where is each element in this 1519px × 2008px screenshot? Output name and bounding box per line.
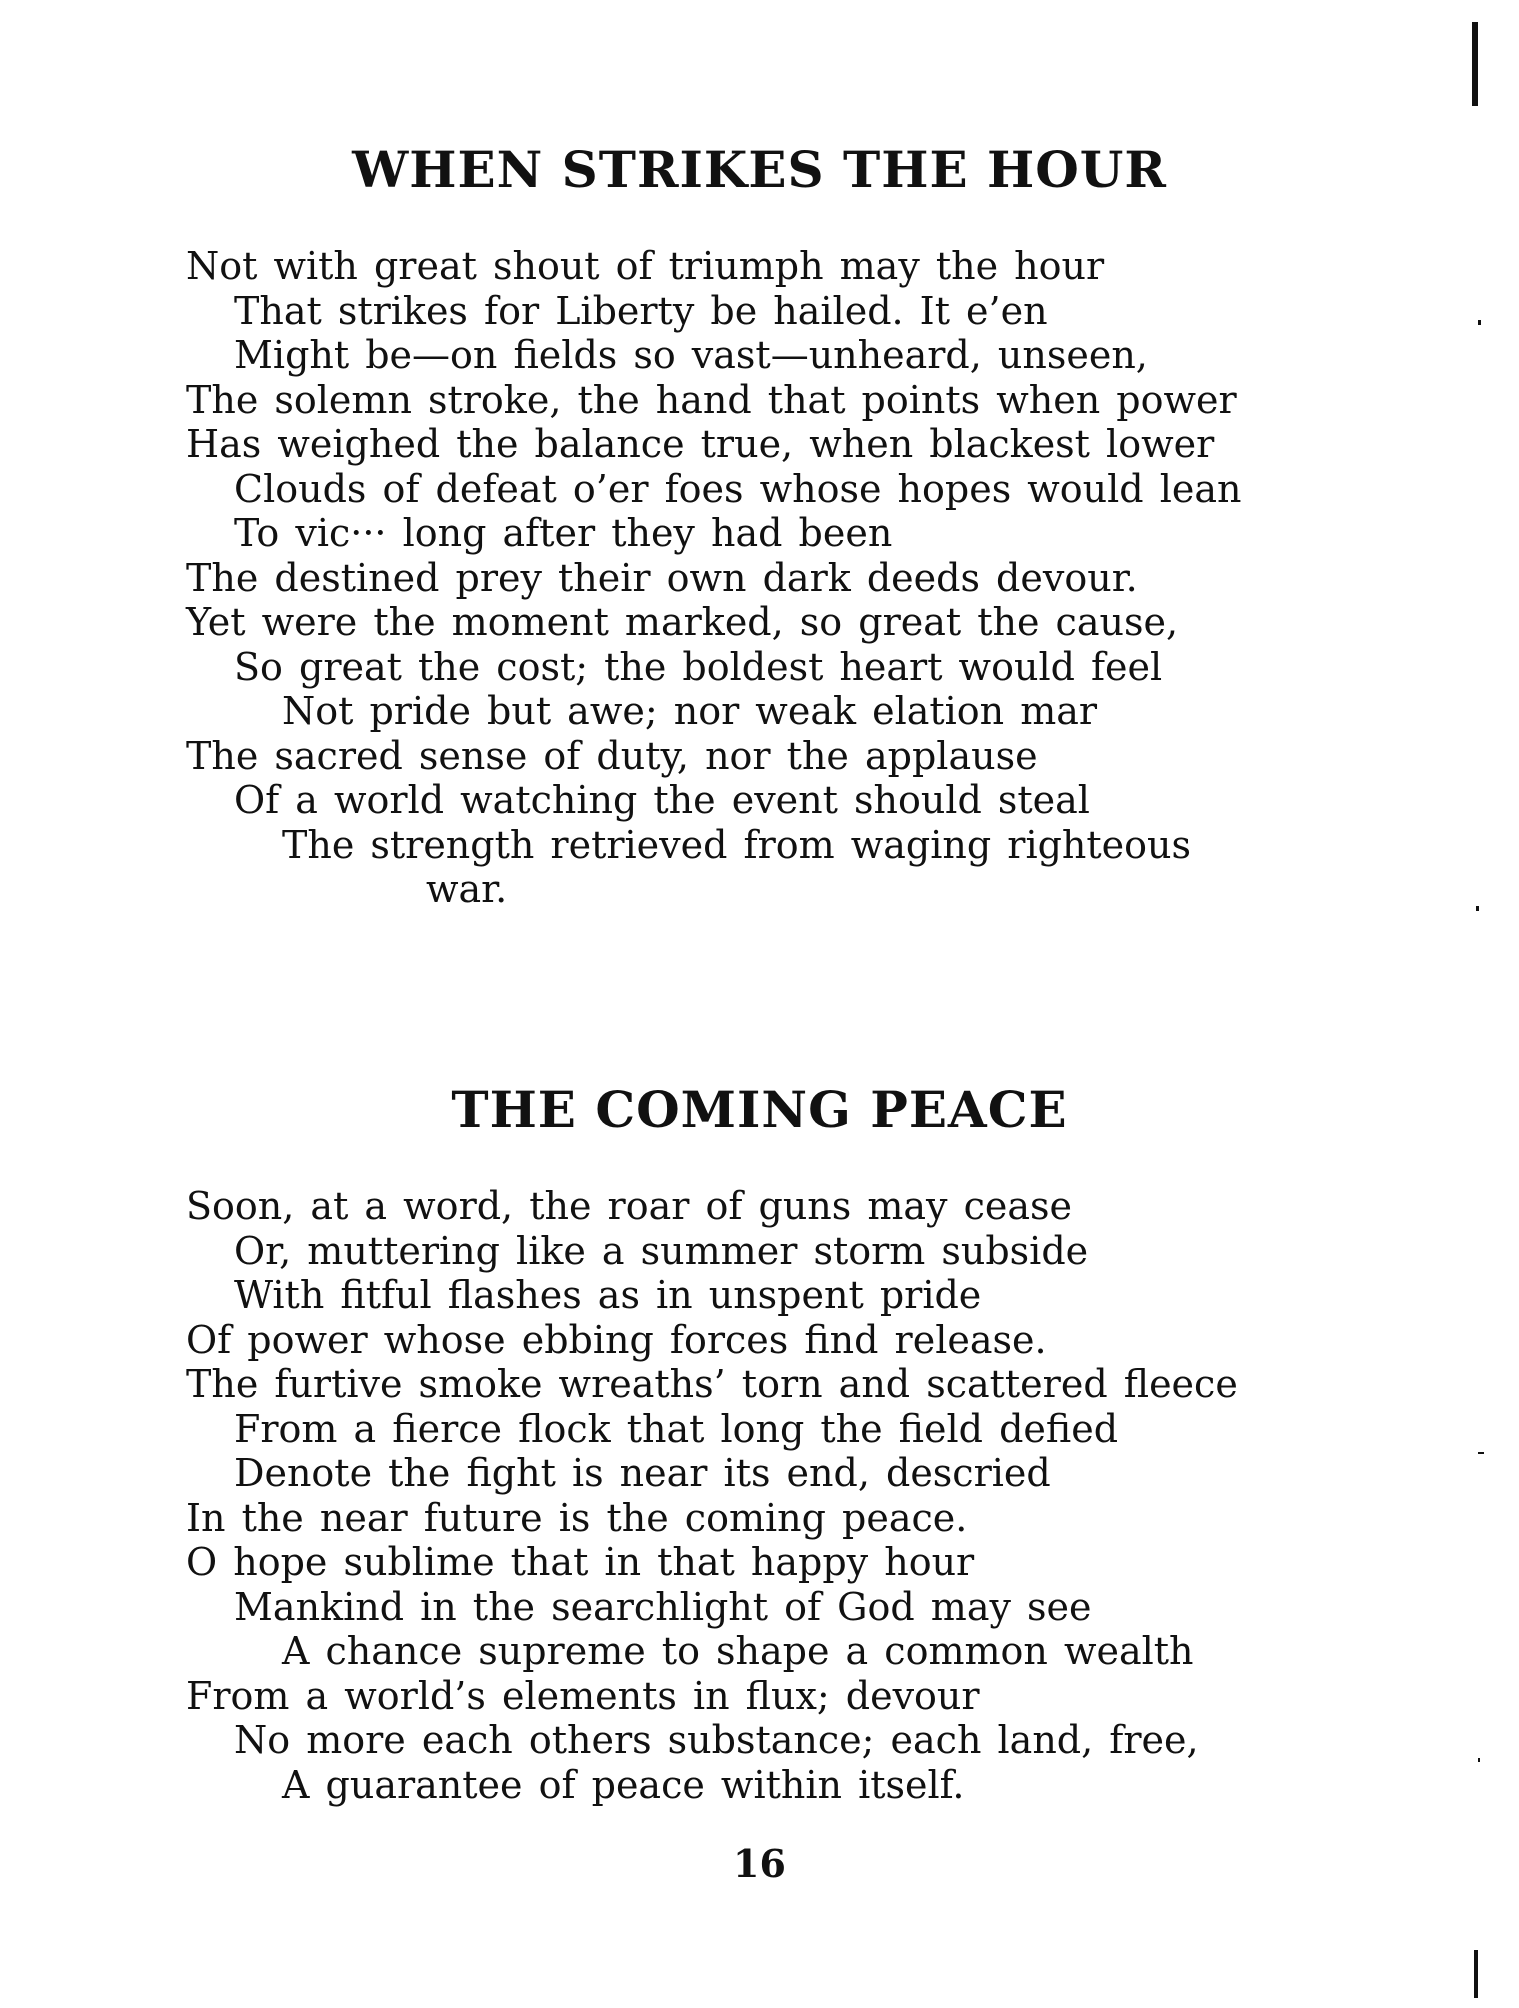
scan-speck xyxy=(1478,1758,1480,1762)
scan-speck xyxy=(1478,320,1481,325)
poem-line: O hope sublime that in that happy hour xyxy=(186,1540,975,1584)
poem-line: Not with great shout of triumph may the hour xyxy=(186,244,1105,288)
poem-line: No more each others substance; each land, free, xyxy=(234,1718,1199,1762)
poem-line: Yet were the moment marked, so great the cause, xyxy=(186,600,1179,644)
poem-line: From a fierce flock that long the field defied xyxy=(234,1406,1119,1451)
poem-line: Not pride but awe; nor weak elation mar xyxy=(282,689,1098,733)
poem-line: So great the cost; the boldest heart would feel xyxy=(234,644,1163,689)
scan-speck xyxy=(1476,906,1479,911)
scan-edge-mark xyxy=(1472,22,1478,106)
poem-title-the-coming-peace: THE COMING PEACE xyxy=(451,1080,1068,1139)
poem-line: Has weighed the balance true, when blackest lower xyxy=(186,422,1215,466)
poem-line: Or, muttering like a summer storm subside xyxy=(234,1228,1089,1273)
poem-line: Might be—on fields so vast—unheard, unseen, xyxy=(234,333,1148,377)
poem-line: To vic··· long after they had been xyxy=(234,511,893,555)
page-number: 16 xyxy=(733,1841,786,1886)
poem-line: Soon, at a word, the roar of guns may cease xyxy=(186,1184,1072,1228)
poem-line: Of power whose ebbing forces find release. xyxy=(186,1317,1047,1362)
poem-line: The furtive smoke wreaths’ torn and scattered fleece xyxy=(186,1362,1238,1406)
poem-line: A chance supreme to shape a common wealth xyxy=(282,1629,1194,1673)
poem-line: The destined prey their own dark deeds devour. xyxy=(186,555,1138,600)
poem-line: With fitful flashes as in unspent pride xyxy=(234,1273,982,1317)
poem-line: Mankind in the searchlight of God may see xyxy=(234,1584,1092,1629)
poem-line: The strength retrieved from waging righteous xyxy=(282,822,1192,867)
poem-line: In the near future is the coming peace. xyxy=(186,1495,968,1540)
poem-line: The sacred sense of duty, nor the applause xyxy=(186,733,1038,778)
poem-line: Denote the fight is near its end, descried xyxy=(234,1451,1051,1495)
poem-body-when-strikes-the-hour xyxy=(186,244,1486,912)
scan-speck xyxy=(1478,1452,1484,1454)
poem-line: That strikes for Liberty be hailed. It e’en xyxy=(234,288,1048,333)
poem-line: Of a world watching the event should steal xyxy=(234,778,1090,822)
poem-line: Clouds of defeat o’er foes whose hopes would lean xyxy=(234,466,1242,511)
poem-line: The solemn stroke, the hand that points when power xyxy=(186,377,1237,422)
poem-line: war. xyxy=(426,867,508,911)
scan-edge-mark xyxy=(1474,1950,1478,1998)
poem-title-when-strikes-the-hour: WHEN STRIKES THE HOUR xyxy=(352,140,1167,199)
poem-body-the-coming-peace xyxy=(186,1184,1486,1807)
poem-line: A guarantee of peace within itself. xyxy=(282,1762,965,1807)
poem-line: From a world’s elements in flux; devour xyxy=(186,1673,980,1718)
